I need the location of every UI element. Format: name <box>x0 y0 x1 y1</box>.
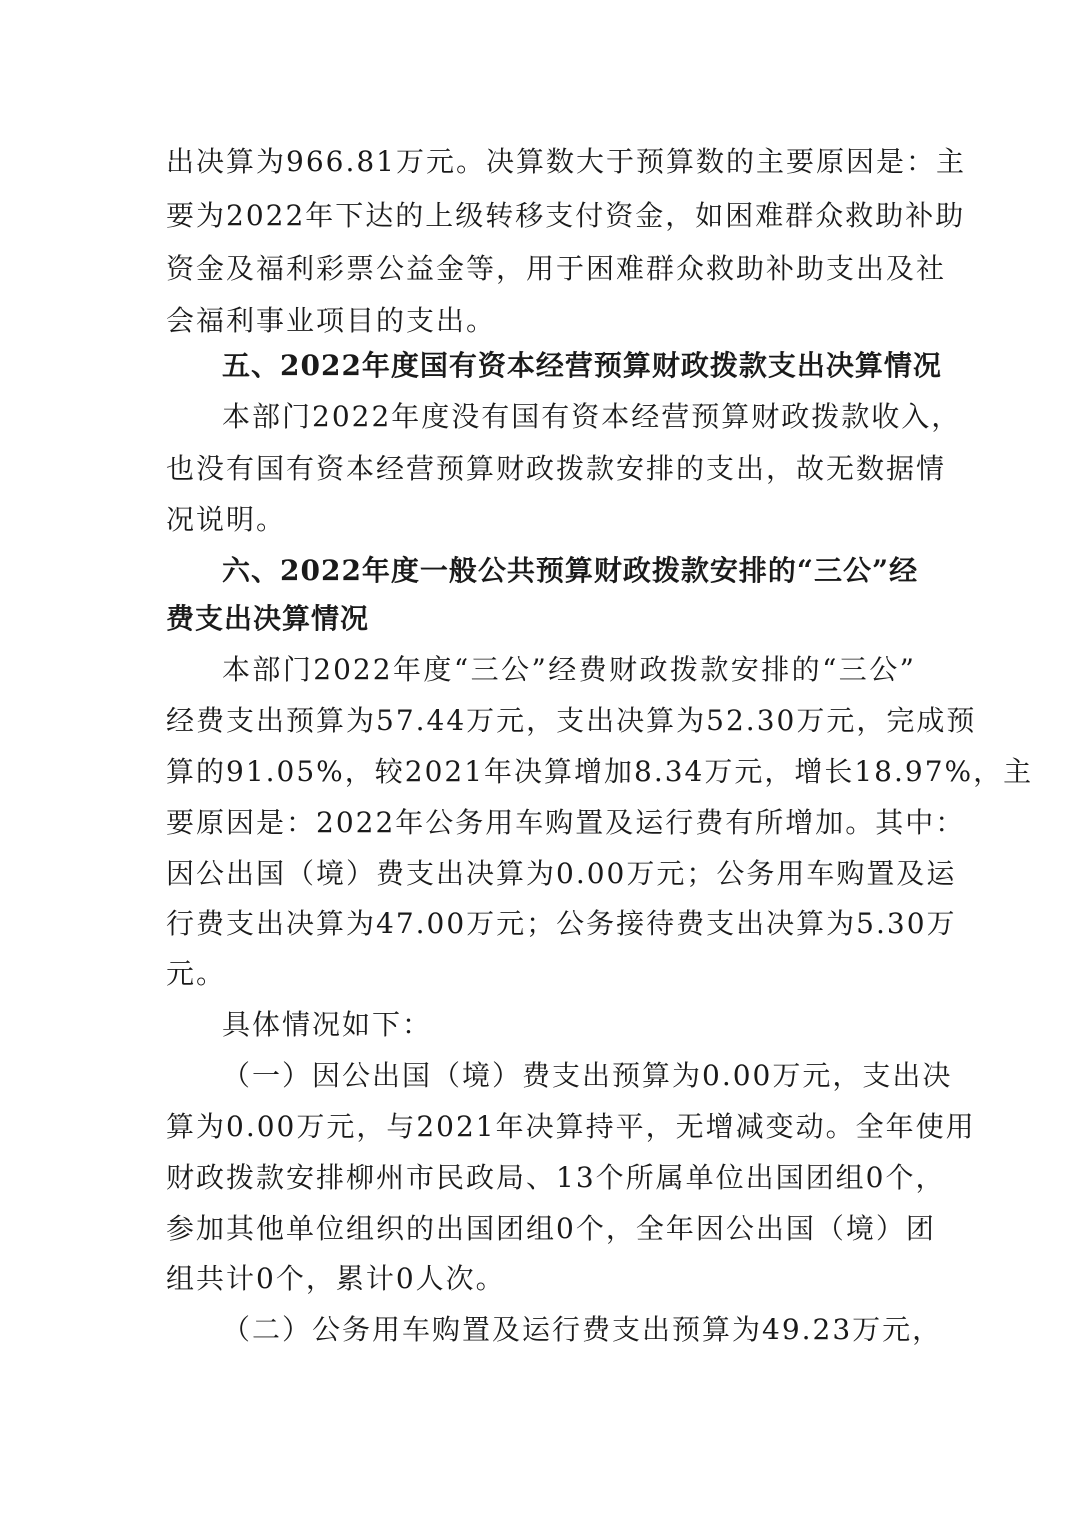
paragraph-line: 参加其他单位组织的出国团组0个，全年因公出国（境）团 <box>166 1212 936 1245</box>
paragraph-line: （二）公务用车购置及运行费支出预算为49.23万元， <box>222 1313 943 1346</box>
paragraph-line: 况说明。 <box>166 503 287 536</box>
paragraph-line: 本部门2022年度“三公”经费财政拨款安排的“三公” <box>222 653 916 686</box>
section-heading-6-cont: 费支出决算情况 <box>166 602 370 635</box>
paragraph-line: 算的91.05%，较2021年决算增加8.34万元，增长18.97%，主 <box>166 755 1034 788</box>
paragraph-line: 组共计0个，累计0人次。 <box>166 1262 506 1295</box>
paragraph-line: 会福利事业项目的支出。 <box>166 304 497 337</box>
paragraph-line: 算为0.00万元，与2021年决算持平，无增减变动。全年使用 <box>166 1110 976 1143</box>
paragraph-line: 因公出国（境）费支出决算为0.00万元；公务用车购置及运 <box>166 857 957 890</box>
paragraph-line: 出决算为966.81万元。决算数大于预算数的主要原因是：主 <box>166 145 966 178</box>
paragraph-line: （一）因公出国（境）费支出预算为0.00万元，支出决 <box>222 1059 953 1092</box>
paragraph-line: 元。 <box>166 957 227 990</box>
paragraph-line: 财政拨款安排柳州市民政局、13个所属单位出国团组0个， <box>166 1161 946 1194</box>
paragraph-line: 要为2022年下达的上级转移支付资金，如困难群众救助补助 <box>166 199 966 232</box>
paragraph-line: 资金及福利彩票公益金等，用于困难群众救助补助支出及社 <box>166 252 947 285</box>
paragraph-line: 本部门2022年度没有国有资本经营预算财政拨款收入， <box>222 400 962 433</box>
section-heading-6: 六、2022年度一般公共预算财政拨款安排的“三公”经 <box>222 554 919 587</box>
section-heading-5: 五、2022年度国有资本经营预算财政拨款支出决算情况 <box>222 349 942 382</box>
paragraph-line: 行费支出决算为47.00万元；公务接待费支出决算为5.30万 <box>166 907 957 940</box>
paragraph-line: 经费支出预算为57.44万元，支出决算为52.30万元，完成预 <box>166 704 977 737</box>
paragraph-line: 要原因是：2022年公务用车购置及运行费有所增加。其中： <box>166 806 966 839</box>
paragraph-line: 具体情况如下： <box>222 1008 433 1041</box>
paragraph-line: 也没有国有资本经营预算财政拨款安排的支出，故无数据情 <box>166 452 947 485</box>
